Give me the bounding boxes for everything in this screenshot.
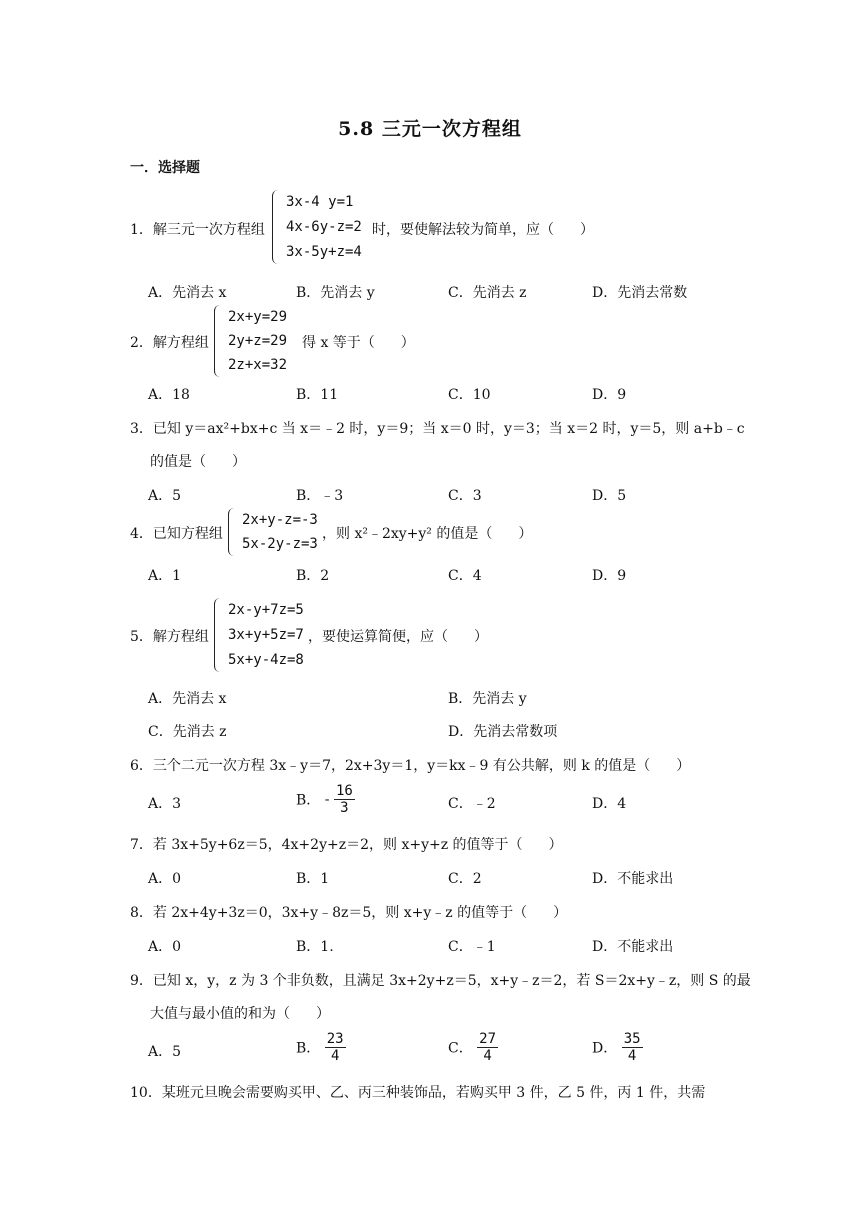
- fraction: $\frac{27}{4}$: [479, 1031, 497, 1064]
- q6-text: 6．三个二元一次方程 3x﹣y＝7，2x+3y＝1，y＝kx﹣9 有公共解，则 k 的值是（ ）: [130, 758, 691, 774]
- section-heading: 一．选择题: [130, 160, 200, 176]
- q4-option-d[interactable]: D．9: [592, 568, 627, 584]
- brace: [272, 190, 283, 264]
- brace: [214, 305, 225, 377]
- q9-option-a[interactable]: A．5: [148, 1044, 182, 1060]
- q7-option-d[interactable]: D．不能求出: [592, 871, 674, 887]
- q1-eq-2: 4x-6y-z=2: [286, 219, 362, 235]
- q7-option-a[interactable]: A．0: [148, 871, 182, 887]
- q9-line-1: 9．已知 x，y，z 为 3 个非负数，且满足 3x+2y+z＝5，x+y﹣z＝2，若 S＝2x+y﹣z，则 S 的最: [130, 973, 751, 989]
- q5-eq-1: 2x-y+7z=5: [228, 602, 304, 618]
- q9-option-d[interactable]: D． $\frac{35}{4}$: [592, 1031, 641, 1064]
- q2-option-d[interactable]: D．9: [592, 387, 627, 403]
- q2-option-a[interactable]: A．18: [148, 387, 190, 403]
- q4-option-c[interactable]: C．4: [448, 568, 482, 584]
- q6-option-c[interactable]: C．﹣2: [448, 796, 496, 812]
- q2-prefix: 2．解方程组: [130, 335, 209, 351]
- q7-text: 7．若 3x+5y+6z＝5，4x+2y+z＝2，则 x+y+z 的值等于（ ）: [130, 837, 563, 853]
- q5-eq-3: 5x+y-4z=8: [228, 652, 304, 668]
- q1-option-a[interactable]: A．先消去 x: [148, 285, 227, 301]
- q5-equation-system: [214, 598, 304, 672]
- q2-eq-3: 2z+x=32: [228, 357, 288, 373]
- q4-eq-1: 2x+y-z=-3: [242, 512, 318, 528]
- q1-option-b[interactable]: B．先消去 y: [296, 285, 375, 301]
- brace: [228, 508, 239, 556]
- q4-suffix: ，则 x²﹣2xy+y² 的值是（ ）: [322, 526, 533, 542]
- q1-option-c[interactable]: C．先消去 z: [448, 285, 527, 301]
- q2-equation-system: [214, 305, 287, 377]
- q1-suffix: 时，要使解法较为简单，应（ ）: [372, 222, 594, 238]
- q3-option-b[interactable]: B．﹣3: [296, 488, 344, 504]
- q4-prefix: 4．已知方程组: [130, 526, 223, 542]
- q3-line-1: 3．已知 y＝ax²+bx+c 当 x＝﹣2 时，y＝9；当 x＝0 时，y＝3；当 x＝2 时，y＝5，则 a+b﹣c: [130, 421, 745, 437]
- q3-option-d[interactable]: D．5: [592, 488, 627, 504]
- q4-eq-2: 5x-2y-z=3: [242, 536, 318, 552]
- q7-option-b[interactable]: B．1: [296, 871, 330, 887]
- q6-option-b[interactable]: B． - $\frac{16}{3}$: [296, 783, 353, 816]
- q3-line-2: 的值是（ ）: [150, 454, 246, 470]
- q1-eq-3: 3x-5y+z=4: [286, 244, 362, 260]
- q2-eq-1: 2x+y=29: [228, 309, 288, 325]
- q6-option-d[interactable]: D．4: [592, 796, 627, 812]
- q5-option-c[interactable]: C．先消去 z: [148, 724, 227, 740]
- q5-option-d[interactable]: D．先消去常数项: [448, 724, 558, 740]
- q5-suffix: ，要使运算简便，应（ ）: [308, 629, 488, 645]
- q2-option-c[interactable]: C．10: [448, 387, 491, 403]
- fraction: $\frac{16}{3}$: [335, 783, 353, 816]
- brace: [214, 598, 225, 672]
- minus-sign: -: [324, 791, 330, 808]
- q7-option-c[interactable]: C．2: [448, 871, 482, 887]
- q8-text: 8．若 2x+4y+3z＝0，3x+y﹣8z＝5，则 x+y﹣z 的值等于（ ）: [130, 905, 568, 921]
- q4-option-a[interactable]: A．1: [148, 568, 182, 584]
- q2-option-b[interactable]: B．11: [296, 387, 339, 403]
- q6-option-a[interactable]: A．3: [148, 796, 182, 812]
- q1-eq-1: 3x-4 y=1: [286, 194, 354, 210]
- q4-equation-system: [228, 508, 318, 556]
- fraction: $\frac{35}{4}$: [623, 1031, 641, 1064]
- q2-suffix: 得 x 等于（ ）: [302, 335, 415, 351]
- q1-option-d[interactable]: D．先消去常数: [592, 285, 688, 301]
- fraction: $\frac{23}{4}$: [326, 1031, 344, 1064]
- q10-text: 10．某班元旦晚会需要购买甲、乙、丙三种装饰品，若购买甲 3 件，乙 5 件，丙 1 件，共需: [130, 1085, 706, 1101]
- q5-eq-2: 3x+y+5z=7: [228, 627, 304, 643]
- q5-option-b[interactable]: B．先消去 y: [448, 691, 527, 707]
- q8-option-a[interactable]: A．0: [148, 939, 182, 955]
- q5-option-a[interactable]: A．先消去 x: [148, 691, 227, 707]
- q8-option-c[interactable]: C．﹣1: [448, 939, 496, 955]
- q4-option-b[interactable]: B．2: [296, 568, 330, 584]
- q9-line-2: 大值与最小值的和为（ ）: [150, 1006, 330, 1022]
- q8-option-d[interactable]: D．不能求出: [592, 939, 674, 955]
- q9-option-c[interactable]: C． $\frac{27}{4}$: [448, 1031, 497, 1064]
- q1-prefix: 1．解三元一次方程组: [130, 222, 265, 238]
- q5-prefix: 5．解方程组: [130, 629, 209, 645]
- q3-option-a[interactable]: A．5: [148, 488, 182, 504]
- q9-option-b[interactable]: B． $\frac{23}{4}$: [296, 1031, 344, 1064]
- q2-eq-2: 2y+z=29: [228, 333, 288, 349]
- q1-equation-system: [272, 190, 362, 264]
- page-title: 5.8 三元一次方程组: [338, 118, 522, 140]
- q3-option-c[interactable]: C．3: [448, 488, 482, 504]
- q8-option-b[interactable]: B．1.: [296, 939, 334, 955]
